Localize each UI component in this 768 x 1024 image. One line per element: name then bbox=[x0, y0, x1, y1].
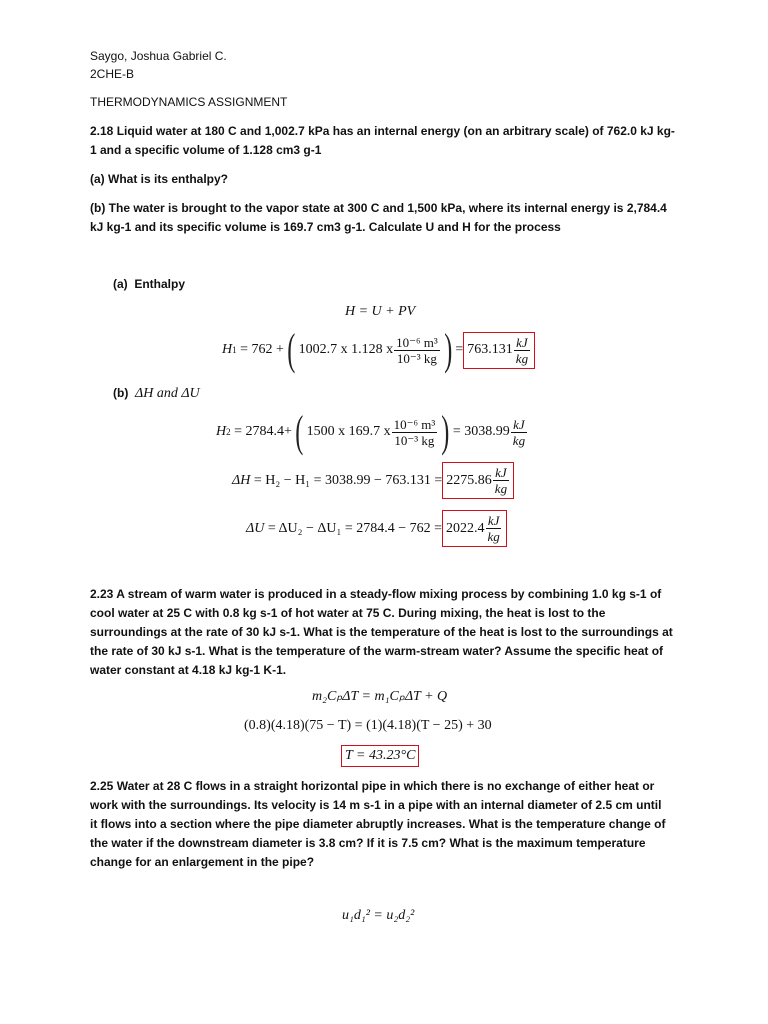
energy-balance-equation: m₂CₚΔT = m₁CₚΔT + Q bbox=[312, 689, 448, 704]
h1-result-box: 763.131 $\frac{kJ}{kg}$ bbox=[463, 332, 535, 369]
h1-equation: H 1 = 762 + ( 1002.7 x 1.128 x $\frac{\text{10⁻⁶ m³}}{\text{10⁻³ kg}}$ ) = 763.131 $\frac{kJ}{kg}$ bbox=[222, 330, 535, 370]
numeric-balance-equation: (0.8)(4.18)(75 − T) = (1)(4.18)(T − 25) + 30 bbox=[244, 718, 492, 733]
problem-2-23-line3: surroundings at the rate of 30 kJ s-1. What is the temperature of the heat is lost to the surroundings at bbox=[90, 625, 673, 639]
solution-b-heading: (b) ΔH and ΔU bbox=[113, 386, 200, 401]
problem-2-23-line2: cool water at 25 C with 0.8 kg s-1 of hot water at 75 C. During mixing, the heat is lost to the bbox=[90, 606, 606, 620]
solution-a-label: (a) bbox=[113, 277, 128, 291]
problem-2-18-part-a: (a) What is its enthalpy? bbox=[90, 172, 229, 186]
solution-a-heading bbox=[113, 274, 185, 294]
problem-2-18-line1: 2.18 Liquid water at 180 C and 1,002.7 kPa has an internal energy (on an arbitrary scale) of 762.0 kJ kg- bbox=[90, 124, 675, 138]
problem-2-23-line5: water constant at 4.18 kJ kg-1 K-1. bbox=[90, 663, 287, 677]
delta-u-equation: ΔU = ΔU₂ − ΔU₁ = 2784.4 − 762 = 2022.4 $\frac{kJ}{kg}$ bbox=[246, 510, 507, 547]
continuity-equation: u₁d₁² = u₂d₂² bbox=[342, 908, 415, 923]
problem-2-25-line5: change for an enlargement in the pipe? bbox=[90, 855, 315, 869]
delta-u-result-box: 2022.4 $\frac{kJ}{kg}$ bbox=[442, 510, 507, 547]
problem-2-23-line1: 2.23 A stream of warm water is produced in a steady-flow mixing process by combining 1.0 kg s-1 of bbox=[90, 587, 662, 601]
temperature-result-box: T = 43.23°C bbox=[341, 745, 419, 767]
enthalpy-definition-equation: H = U + PV bbox=[345, 304, 416, 319]
student-section: 2CHE-B bbox=[90, 67, 135, 81]
problem-2-18-line2: 1 and a specific volume of 1.128 cm3 g-1 bbox=[90, 143, 322, 157]
problem-2-25-line4: the water if the downstream diameter is 3.8 cm? If it is 7.5 cm? What is the maximum temperature bbox=[90, 836, 646, 850]
problem-2-18-part-b-line1: (b) The water is brought to the vapor state at 300 C and 1,500 kPa, where its internal energy is 2,784.4 bbox=[90, 201, 667, 215]
h2-equation: H 2 = 2784.4+ ( 1500 x 169.7 x $\frac{\text{10⁻⁶ m³}}{\text{10⁻³ kg}}$ ) = 3038.99 $\frac{kJ}{kg}$ bbox=[216, 407, 526, 456]
delta-h-result-box: 2275.86 $\frac{kJ}{kg}$ bbox=[442, 462, 514, 499]
delta-h-equation: ΔH = H₂ − H₁ = 3038.99 − 763.131 = 2275.86 $\frac{kJ}{kg}$ bbox=[232, 462, 514, 499]
student-name: Saygo, Joshua Gabriel C. bbox=[90, 49, 227, 63]
temperature-result bbox=[341, 745, 419, 767]
problem-2-25-line3: it flows into a section where the pipe diameter abruptly increases. What is the temperature change of bbox=[90, 817, 666, 831]
problem-2-18-part-b-line2: kJ kg-1 and its specific volume is 169.7 cm3 g-1. Calculate U and H for the process bbox=[90, 220, 561, 234]
problem-2-25-line2: work with the surroundings. Its velocity is 14 m s-1 in a pipe with an internal diameter of 2.5 cm until bbox=[90, 798, 662, 812]
solution-a-title: Enthalpy bbox=[134, 277, 186, 291]
problem-2-23-line4: the rate of 30 kJ s-1. What is the temperature of the warm-stream water? Assume the specific heat of bbox=[90, 644, 664, 658]
problem-2-25-line1: 2.25 Water at 28 C flows in a straight horizontal pipe in which there is no exchange of either heat or bbox=[90, 779, 655, 793]
document-title: THERMODYNAMICS ASSIGNMENT bbox=[90, 95, 288, 109]
